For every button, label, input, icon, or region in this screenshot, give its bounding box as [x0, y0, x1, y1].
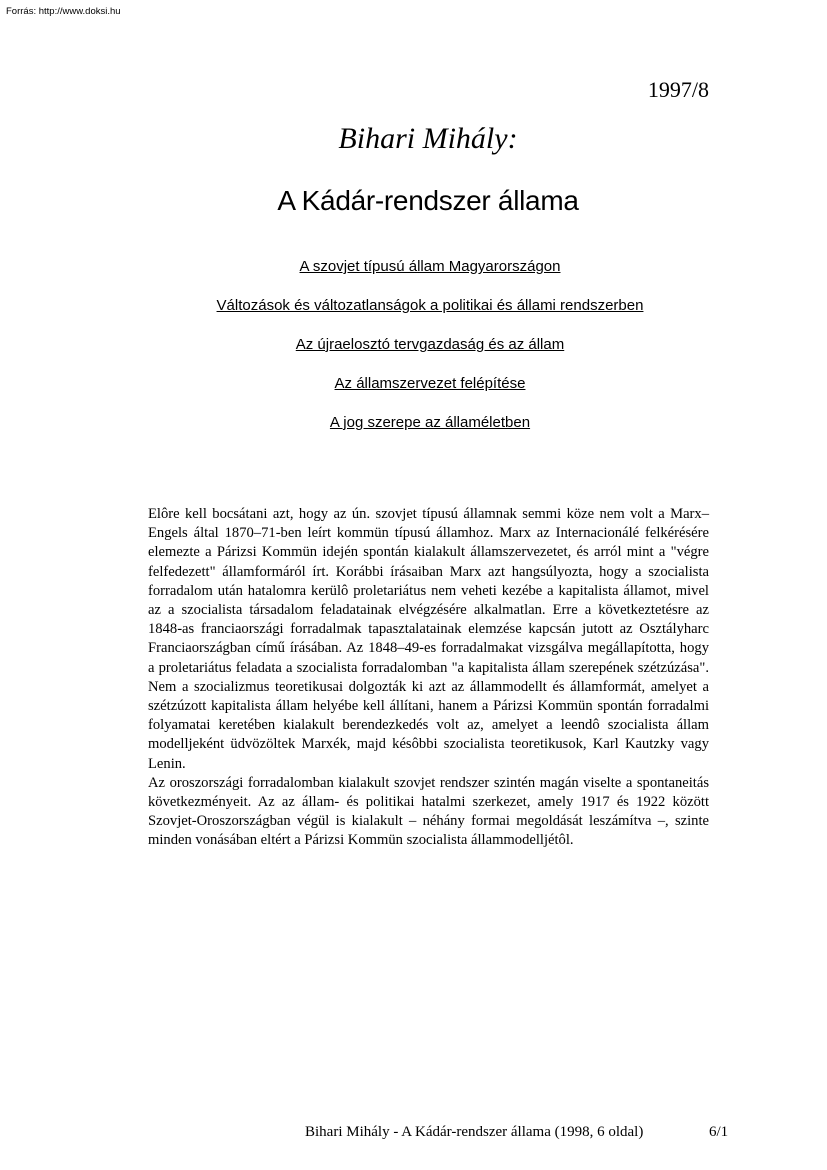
- body-text: [148, 505, 709, 851]
- toc-link-role-of-law[interactable]: A jog szerepe az államéletben: [329, 414, 531, 431]
- issue-number: 1997/8: [647, 77, 709, 102]
- source-note: Forrás: http://www.doksi.hu: [6, 6, 121, 17]
- paragraph: Elôre kell bocsátani azt, hogy az ún. szovjet típusú államnak semmi köze nem volt a Marx–Engels által 1870–71-ben leírt kommün típusú államhoz. Marx az Internacionálé felkérésére elemezte a Párizsi Kommün idején spontán kialakult államszervezetet, és arról mint a "végre felfedezett" államformáról írt. Korábbi írásaiban Marx azt hangsúlyozta, hogy a szocialista forradalom után hatalomra kerülô proletariátus nem veheti kezébe a kapitalista államot, mivel az a szocialista társadalom feladatainak elvégzésére alkalmatlan. Erre a következtetésre az 1848-as franciaországi forradalmak tapasztalatainak elemzése kapcsán jutott az Osztályharc Franciaországban című írásában. Az 1848–49-es forradalmakat vizsgálva megállapította, hogy a proletariátus feladata a szocialista forradalomban "a kapitalista állam szerepének szétzúzása". Nem a szocializmus teoretikusai dolgozták ki azt az állammodellt és államformát, amelyet a szétzúzott kapitalista állam helyébe kell állítani, hanem a Párizsi Kommün spontán forradalmi folyamatai keretében kialakult berendezkedés volt az, amelyet a leendô szocialista állam modelljeként üdvözöltek Marxék, majd késôbbi szocialista teoretikusok, Karl Kautzky vagy Lenin.: [148, 506, 709, 772]
- toc-link-planned-economy[interactable]: Az újraelosztó tervgazdaság és az állam: [295, 336, 565, 353]
- page-number: 6/1: [709, 1124, 729, 1140]
- page-footer: [305, 1124, 729, 1141]
- page-title: A Kádár-rendszer állama: [277, 185, 579, 216]
- toc-item: [0, 257, 827, 296]
- footer-text: Bihari Mihály - A Kádár-rendszer állama (1998, 6 oldal): [305, 1124, 644, 1140]
- toc-item: [0, 374, 827, 413]
- toc-link-changes[interactable]: Változások és változatlanságok a politikai és állami rendszerben: [216, 297, 644, 314]
- author-name: Bihari Mihály:: [338, 122, 518, 155]
- toc-item: [0, 413, 827, 452]
- toc-item: [0, 296, 827, 335]
- paragraph: Az oroszországi forradalomban kialakult szovjet rendszer szintén magán viselte a spontaneitás következményeit. Az az állam- és politikai hatalmi szerkezet, amely 1917 és 1922 között Szovjet-Oroszországban végül is kialakult – néhány formai megoldását leszámítva –, szinte minden vonásában eltért a Párizsi Kommün szocialista állammodelljétôl.: [148, 774, 709, 849]
- table-of-contents: [0, 257, 827, 452]
- toc-link-soviet-state[interactable]: A szovjet típusú állam Magyarországon: [299, 258, 561, 275]
- toc-item: [0, 335, 827, 374]
- toc-link-state-organization[interactable]: Az államszervezet felépítése: [334, 375, 526, 392]
